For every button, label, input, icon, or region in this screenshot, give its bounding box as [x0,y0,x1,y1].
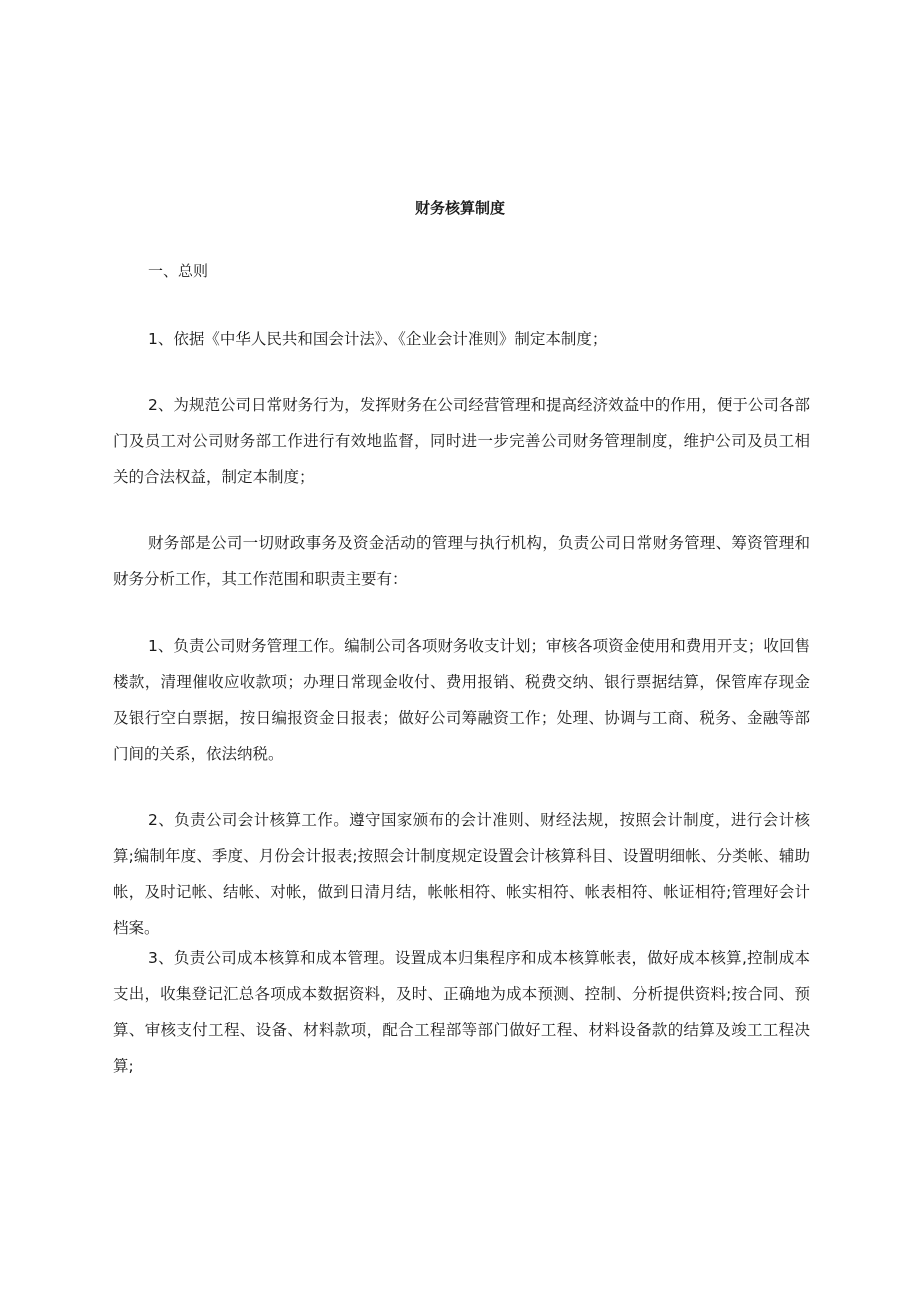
paragraph-basis: 1、依据《中华人民共和国会计法》、《企业会计准则》制定本制度； [148,330,608,348]
paragraph-duty-financial-management: 1、负责公司财务管理工作。编制公司各项财务收支计划；审核各项资金使用和费用开支；收回售楼款，清理催收应收款项；办理日常现金收付、费用报销、税费交纳、银行票据结算，保管库存现金及银行空白票据，按日编报资金日报表；做好公司筹融资工作；处理、协调与工商、税务、金融等部门间的关系，依法纳税。 [113,637,810,763]
section-heading: 一、总则 [148,262,209,280]
paragraph-finance-department: 财务部是公司一切财政事务及资金活动的管理与执行机构，负责公司日常财务管理、筹资管理和财务分析工作，其工作范围和职责主要有： [113,534,810,588]
paragraph-duty-accounting: 2、负责公司会计核算工作。遵守国家颁布的会计准则、财经法规，按照会计制度，进行会计核算;编制年度、季度、月份会计报表;按照会计制度规定设置会计核算科目、设置明细帐、分类帐、辅助帐，及时记帐、结帐、对帐，做到日清月结，帐帐相符、帐实相符、帐表相符、帐证相符;管理好会计档案。 [113,811,810,937]
paragraph-duty-cost-management: 3、负责公司成本核算和成本管理。设置成本归集程序和成本核算帐表，做好成本核算,控制成本支出，收集登记汇总各项成本数据资料，及时、正确地为成本预测、控制、分析提供资料;按合同、预算、审核支付工程、设备、材料款项，配合工程部等部门做好工程、材料设备款的结算及竣工工程决算; [113,949,810,1075]
document-title: 财务核算制度 [414,199,505,217]
paragraph-purpose: 2、为规范公司日常财务行为，发挥财务在公司经营管理和提高经济效益中的作用，便于公司各部门及员工对公司财务部工作进行有效地监督，同时进一步完善公司财务管理制度，维护公司及员工相关的合法权益，制定本制度； [113,396,810,486]
